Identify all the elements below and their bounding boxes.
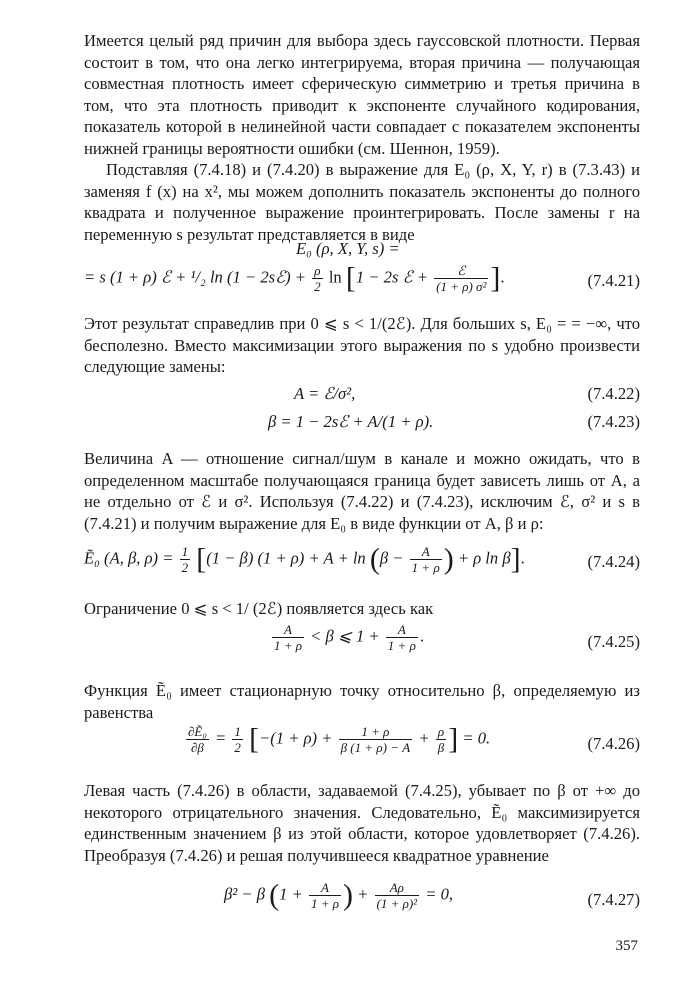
paragraph-constraint: Ограничение 0 ⩽ s < 1/ (2ℰ) появляется здесь как — [84, 599, 434, 618]
equation-7-4-23: β = 1 − 2sℰ + A/(1 + ρ). (7.4.23) — [268, 412, 640, 431]
paragraph-validity: Этот результат справедлив при 0 ⩽ s < 1/(2ℰ). Для больших s, E₀ = = −∞, что бесполезно. Вместо максимизации этого выражения по s удобно произвести следующие замены: — [84, 314, 640, 376]
equation-number: (7.4.23) — [587, 412, 640, 431]
paragraph-snr: Величина A — отношение сигнал/шум в канале и можно ожидать, что в определенном масштабе получающаяся граница будет зависеть лишь от A, а не отдельно от ℰ и σ². Используя (7.4.22) и (7.4.23), исключим ℰ, σ² и s в (7.4.21) и получим выражение для E₀ в виде функции от A, β и ρ: — [84, 449, 640, 533]
paragraph-substitution: Подставляя (7.4.18) и (7.4.20) в выражение для E₀ (ρ, X, Y, r) в (7.3.43) и заменяя f (x) на x², мы можем дополнить показатель экспоненты до полного квадрата и полученное выражение проинтегрировать. После замены r на переменную s результат представляется в виде — [84, 160, 640, 244]
paragraph-decreasing: Левая часть (7.4.26) в области, задаваемой (7.4.25), убывает по β от +∞ до некоторого отрицательного значения. Следовательно, Ẽ₀ максимизируется единственным значением β из этой области, которое удовлетворяет (7.4.26). Преобразуя (7.4.26) и решая получившееся квадратное уравнение — [84, 781, 640, 865]
equation-number: (7.4.27) — [587, 890, 640, 909]
equation-7-4-25: $\frac{A}{1 + \rho}$ < β ⩽ 1 + $\frac{A}{1 + \rho}$ . (7.4.25) — [274, 622, 640, 653]
equation-number: (7.4.24) — [587, 552, 640, 571]
equation-7-4-26: $\frac{\text{∂Ẽ₀}}{\partial\beta}$ = $\frac{1}{2}$ [−(1 + ρ) + $\frac{1 + \rho}{\beta (1 + \rho) - A}$ + $\frac{\rho}{\beta}$ ] = 0. (7.4.26) — [188, 722, 640, 756]
equation-number: (7.4.22) — [587, 384, 640, 403]
paragraph-stationary: Функция Ẽ₀ имеет стационарную точку относительно β, определяемую из равенства — [84, 681, 640, 722]
equation-7-4-21-line1: E₀ (ρ, X, Y, s) = — [296, 239, 400, 258]
equation-number: (7.4.21) — [587, 271, 640, 290]
equation-number: (7.4.26) — [587, 734, 640, 753]
equation-7-4-24: Ẽ₀ (A, β, ρ) = $\frac{1}{2}$ [(1 − β) (1 + ρ) + A + ln (β − $\frac{A}{1 + \rho}$ ) + ρ ln β]. (7.4.24) — [84, 542, 640, 576]
equation-7-4-22: A = ℰ/σ², (7.4.22) — [294, 384, 640, 403]
equation-number: (7.4.25) — [587, 632, 640, 651]
page-number: 357 — [615, 938, 638, 954]
paragraph-reasons: Имеется целый ряд причин для выбора здесь гауссовской плотности. Первая состоит в том, что она легко интегрируема, вторая причина — получающая совместная плотность имеет сферическую симметрию и третья причина в том, что эта плотность приводит к экспоненте случайного кодирования, показатель которой в нелинейной части совпадает с показателем экспоненты нижней границы вероятности ошибки (см. Шеннон, 1959). — [84, 31, 640, 158]
equation-7-4-21: = s (1 + ρ) ℰ + ¹/₂ ln (1 − 2sℰ) + $\frac{\rho}{2}$ ln [1 − 2s ℰ + ℰ (1 + ρ) σ² ]. (7.4.21) — [84, 261, 640, 295]
equation-7-4-27: β² − β (1 + $\frac{A}{1 + \rho}$ ) + $\frac{A\rho}{\text{(1 + ρ)²}}$ = 0, (7.4.27) — [224, 878, 640, 912]
